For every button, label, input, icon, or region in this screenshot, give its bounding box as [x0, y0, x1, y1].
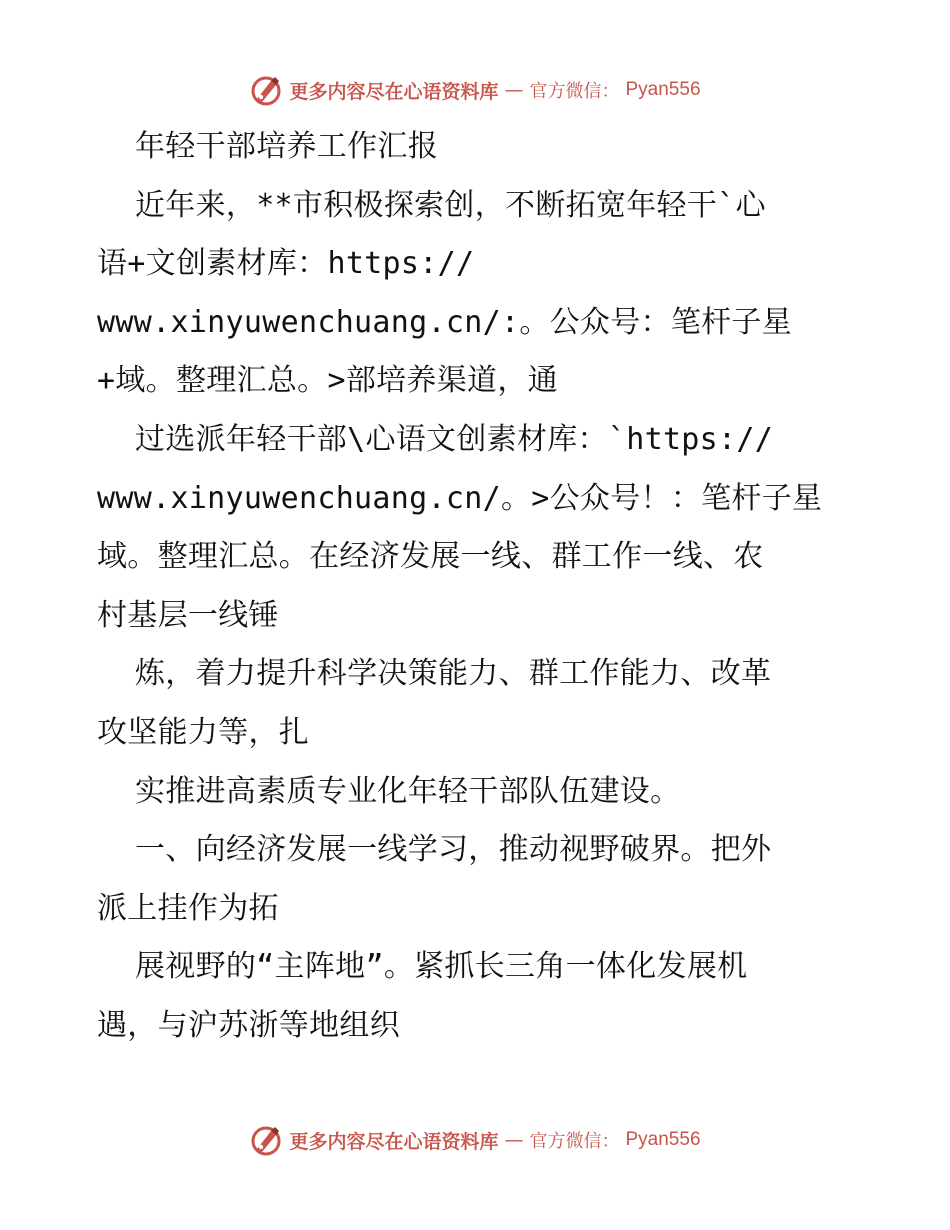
- document-line: www.xinyuwenchuang.cn/:。公众号：笔杆子星: [97, 304, 793, 340]
- footer-banner-title: 更多内容尽在心语资料库: [289, 1130, 499, 1153]
- document-line: 实推进高素质专业化年轻干部队伍建设。: [135, 773, 681, 809]
- document-line: +域。整理汇总。>部培养渠道，通: [97, 363, 558, 399]
- document-body: [97, 118, 857, 1056]
- document-line: 域。整理汇总。在经济发展一线、群工作一线、农: [97, 539, 764, 575]
- header-banner-title: 更多内容尽在心语资料库: [289, 80, 499, 103]
- document-line: 炼，着力提升科学决策能力、群工作能力、改革: [135, 656, 772, 692]
- document-line: 攻坚能力等，扎: [97, 714, 310, 750]
- document-title: 年轻干部培养工作汇报: [135, 129, 438, 164]
- document-line: 近年来，**市积极探索创，不断拓宽年轻干`心: [135, 187, 766, 223]
- header-banner-dash: —: [504, 79, 524, 101]
- document-line: 展视野的“主阵地”。紧抓长三角一体化发展机: [135, 949, 748, 985]
- document-line: 派上挂作为拓: [97, 890, 279, 926]
- pen-seal-logo-icon: [249, 73, 283, 107]
- footer-banner-dash: —: [504, 1129, 524, 1151]
- document-line: 语+文创素材库：https://: [97, 246, 475, 282]
- header-banner-content: [249, 73, 700, 107]
- footer-banner-wechat-id: Pyan556: [625, 1129, 701, 1150]
- document-line: 过选派年轻干部\心语文创素材库：`https://: [135, 421, 774, 457]
- pen-seal-logo-icon: [249, 1123, 283, 1157]
- document-line: 遇，与沪苏浙等地组织: [97, 1007, 400, 1043]
- document-section-heading: 一、向经济发展一线学习，推动视野破界。把外: [135, 832, 772, 868]
- footer-banner-wechat-label: 官方微信：: [529, 1131, 620, 1152]
- footer-banner-content: [249, 1123, 700, 1157]
- header-banner-wechat-label: 官方微信：: [529, 81, 620, 102]
- header-banner-wechat-id: Pyan556: [625, 79, 701, 100]
- document-line: www.xinyuwenchuang.cn/。>公众号！：笔杆子星: [97, 480, 823, 516]
- document-line: 村基层一线锤: [97, 597, 279, 633]
- footer-banner: [0, 1120, 950, 1160]
- header-banner: [0, 70, 950, 110]
